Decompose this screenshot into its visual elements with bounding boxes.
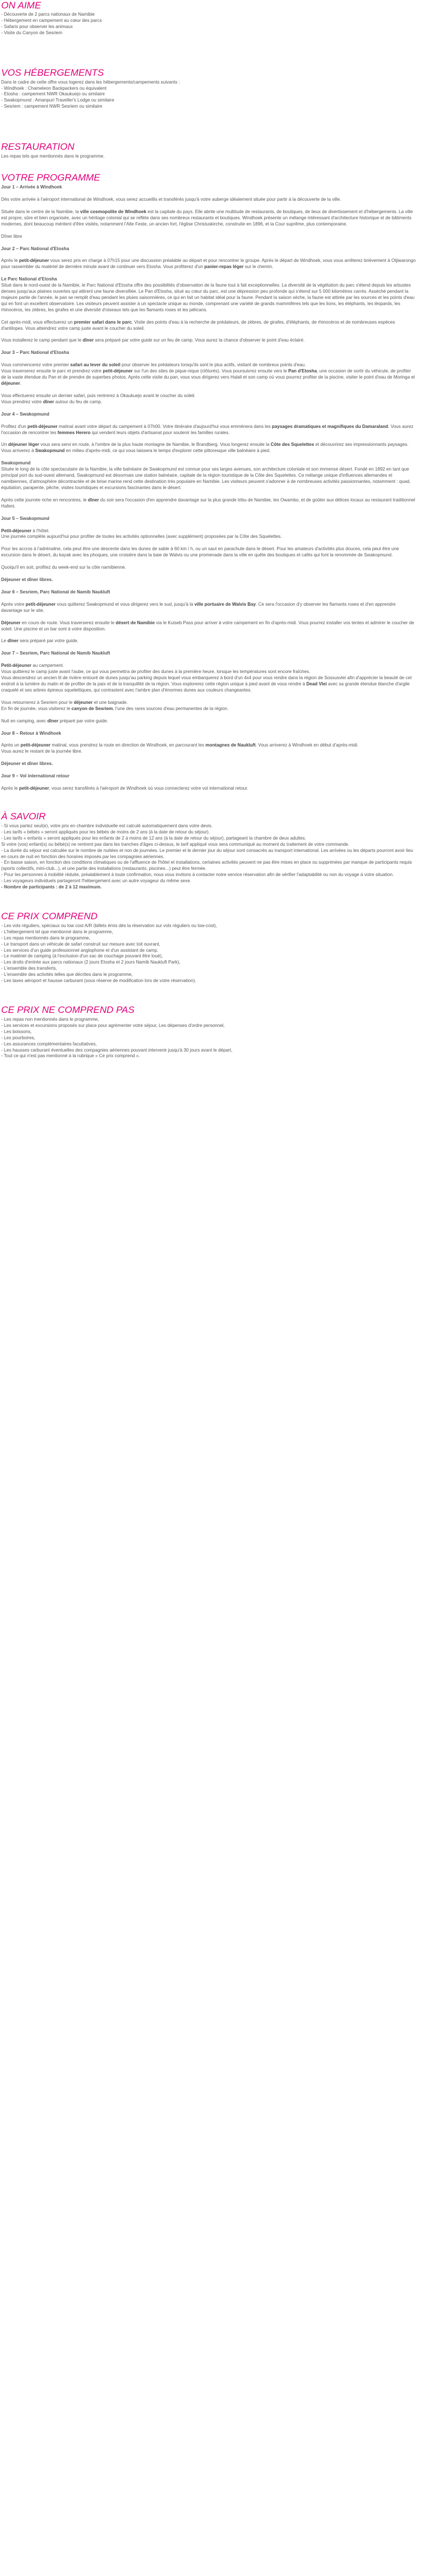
paragraph: Vous aurez le restant de la journée libre. [1,749,82,754]
list-item: - Les boissons, [1,1029,32,1034]
list-item: - Découverte de 2 parcs nationaux de Namibie [1,12,95,17]
list-item: - Sesriem : campement NWR Sesriem ou similaire [1,104,103,109]
paragraph: Quoiqu'il en soit, profitez du week-end sur la côte namibienne. [1,565,126,570]
paragraph: Cet après-midi, vous effectuerez un premier safari dans le parc. Visite des points d'eau à la recherche de prédateurs, de zèbres, de girafes, d'éléphants, de rhinocéros et de nombreuses espèces d'antilopes. Vous atteindrez votre camp juste avant le coucher du soleil. [1,319,395,331]
list-item: - Les assurances complémentaires facultatives, [1,1041,97,1047]
paragraph: Après votre petit-déjeuner vous quitterez Swakopmund et vous dirigerez vers le sud, jusqu'à la ville portuaire de Walvis Bay. Ce sera l'occasion d'y observer les flamants roses et d'en apprendre davantage sur le site. [1,601,396,613]
paragraph: Située le long de la côte spectaculaire de la Namibie, la ville balnéaire de Swakopmund est connue pour ses larges avenues, son architecture coloniale et son immense désert. Fondé en 1892 en tant que principal port du sud-ouest allemand, Swakopmund est désormais une station balnéaire, capitale de la région touristique de la Côte des Squelettes. Ce mélange unique d'influences allemandes et namibiennes, d'atmosphère décontractée et de brise marine rend cette destination très populaire en Namibie. Les visiteurs peuvent s'adonner à de nombreuses activités passionnantes, notamment : quad, équitation, parapente, pêche, visites touristiques et excursions fascinantes dans le désert. [1,467,411,490]
list-item: - Les services d'un guide professionnel anglophone et d'un assistant de camp, [1,947,159,953]
day-heading: Jour 5 – Swakopmund [1,515,49,521]
list-item: - Les repas non mentionnés dans le programme, [1,1017,99,1022]
day-heading: Jour 6 – Sesriem, Parc National de Namib Naukluft [1,589,110,595]
list-item: - Windhoek : Chameleon Backpackers ou équivalent [1,85,107,91]
list-item: - Les tarifs « bébés » seront appliqués pour les bébés de moins de 2 ans (à la date de retour du séjour). [1,829,210,835]
list-item: - Les vols réguliers, spéciaux ou low cost A/R (billets émis dès la réservation sur vols réguliers ou low-cost), [1,923,218,928]
paragraph: Profitez d'un petit-déjeuner matinal avant votre départ du campement à 07h00. Votre itinéraire d'aujourd'hui vous emmènera dans les paysages dramatiques et magnifiques du Damaraland. Vous aurez l'occasion de rencontrer les femmes Herero qui vendent leurs objets d'artisanat pour soutenir les familles rurales. [1,423,414,435]
section-savoir [1,811,416,891]
day-heading: Jour 4 – Swakopmund [1,411,49,417]
paragraph: Vous traverserez ensuite le parc et prendrez votre petit-déjeuner sur l'un des sites de pique-nique (clôturés). Vous poursuivrez ensuite vers le Pan d'Etosha, une occasion de sortir du véhicule, de profiter de la vaste étendue du Pan et de prendre de superbes photos. Après cette visite du pan, vous vous dirigerez vers Halali et son camp où vous pourrez profiter de la piscine, visiter le point d'eau de Moringa et déjeuner. [1,368,415,386]
paragraph: Vous commencerez votre premier safari au lever du soleil pour observer les prédateurs lorsqu'ils sont le plus actifs, visitant de nombreux points d'eau. [1,362,306,368]
prix-comprend-list [1,923,416,984]
list-item: - Le transport dans un véhicule de safari construit sur mesure avec toit ouvrant, [1,941,160,947]
day-heading: Jour 9 – Vol international retour [1,773,70,779]
prix-pas-list [1,1017,416,1059]
list-item: - Les tarifs « enfants » seront appliqués pour les enfants de 2 à moins de 12 ans (à la date de retour du séjour), partageant la chambre de deux adultes. [1,835,306,841]
aime-list [1,12,416,36]
list-item: - Les pourboires, [1,1035,35,1040]
section-aime [1,0,416,36]
paragraph: Situé dans le nord-ouest de la Namibie, le Parc National d'Etosha offre des possibilités d'observation de la faune tout à fait exceptionnelles. La diversité de la végétation du parc s'étend depuis les arbustes denses jusqu'aux plaines ouvertes qui attirent une faune diversifiée. Le Pan d'Etosha, situé au cœur du parc, est une dépression peu profonde qui s'étend sur 5 000 kilomètres carrés. Asséché pendant la majeure partie de l'année, le pan se remplit d'eau pendant les pluies saisonnières, ce qui en fait un habitat idéal pour la faune. Pendant la saison sèche, la faune est attirée par les sources et les points d'eau qui en font un excellent observatoire. Les visiteurs peuvent assister à un spectacle unique au monde, comprenant une variété de grands mammifères tels que les lions, les éléphants, les léopards, les rhinocéros, les zèbres, les girafes et une diversité d'oiseaux tels que les flamants roses et les pélicans. [1,283,415,312]
paragraph: Dès votre arrivée à l'aéroport international de Windhoek, vous serez accueillis et transférés jusqu'à votre auberge idéalement située pour partir à la découverte de la ville. [1,196,341,202]
section-restauration [1,141,416,160]
hebergements-list [1,86,416,110]
restauration-text: Les repas tels que mentionnés dans le programme. [1,154,105,159]
paragraph: Dîner libre [1,233,22,239]
section-title-savoir: À SAVOIR [1,810,46,822]
list-item: - Visite du Canyon de Sesriem [1,30,63,35]
list-item: - Les hausses carburant éventuelles des compagnies aériennes pouvant intervenir jusqu'à 30 jours avant le départ, [1,1047,233,1053]
list-item: - L'ensemble des activités telles que décrites dans le programme, [1,972,133,978]
subheading: Swakopmund [1,460,31,466]
paragraph: Pour les accros à l'adrénaline, cela peut être une descente dans les dunes de sable à 60 km / h, ou un saut en parachute dans le désert. Pour les amateurs d'activités plus douces, cela peut être une excursion dans le désert, du kayak avec les phoques, une croisière dans la baie de Walvis ou une promenade dans la ville en quête des boutiques et cafés qui font la renommée de Swakopmund. [1,546,399,558]
paragraph: Déjeuner et dîner libres. [1,577,53,583]
paragraph: Déjeuner en cours de route. Vous traverserez ensuite le désert de Namibie via le Kuiseb Pass pour arriver à votre campement en fin d'après-midi. Vous pourrez installer vos tentes et admirer le coucher de soleil. Une piscine et un bar sont à votre disposition. [1,620,414,632]
subheading: Le Parc National d'Etosha [1,277,57,282]
paragraph: Après le petit-déjeuner, vous serez transférés à l'aéroport de Windhoek où vous connecterez votre vol international retour. [1,786,248,791]
paragraph: Après le petit-déjeuner vous serez pris en charge à 07h15 pour une discussion préalable au départ et pour rencontrer le groupe. Après le départ de Windhoek, vous vous arrêterez brièvement à Otjiwarongo pour rassembler du matériel de dernière minute avant de continuer vers Etosha. Vous profiterez d'un panier-repas léger sur le chemin. [1,258,416,270]
section-title-restauration: RESTAURATION [1,141,75,153]
section-prix-comprend [1,911,416,984]
section-title-programme: VOTRE PROGRAMME [1,172,100,183]
day-heading: Jour 3 – Parc National d'Etosha [1,350,70,356]
paragraph: Nuit en camping, avec dîner préparé par votre guide. [1,718,108,724]
section-prix-pas [1,1004,416,1059]
section-hebergements [1,67,416,110]
paragraph: Vous prendrez votre dîner autour du feu de camp. [1,399,102,404]
savoir-list [1,823,416,891]
paragraph: Une journée complète aujourd'hui pour profiter de toutes les activités optionnelles (avec supplément) proposées par la Côte des Squelettes. [1,534,282,540]
paragraph: Un déjeuner léger vous sera servi en route, à l'ombre de la plus haute montagne de Namibie, le Brandberg. Vous longerez ensuite la Côte des Squelettes et découvrirez ses impressionnants paysages. Vous arriverez à Swakopmund en milieu d'après-midi, ce qui vous laissera le temps d'explorer cette pittoresque ville balnéaire à pied. [1,442,409,454]
paragraph: Après cette journée riche en rencontres, le dîner du soir sera l'occasion d'en apprendre davantage sur la plus grande tribu de Namibie, les Owambo, et de goûter aux délices locaux au restaurant traditionnel Hafeni. [1,497,415,509]
paragraph: Vous quitterez le camp juste avant l'aube, ce qui vous permettra de profiter des dunes à la première heure, lorsque les températures sont encore fraîches. [1,669,311,675]
section-title-hebergements: VOS HÉBERGEMENTS [1,67,104,78]
paragraph: Vous retournerez à Sesriem pour le déjeuner et une baignade. En fin de journée, vous visiterez le canyon de Sesriem, l'une des rares sources d'eau permanentes de la région. [1,699,229,711]
list-item: - Safaris pour observer les animaux [1,24,73,29]
list-item: - Hébergement en campement au cœur des parcs [1,17,102,23]
list-item: Si votre (vos) enfant(s) ou bébé(s) ne rentrent pas dans les tranches d'âges ci-dessus, le tarif appliqué vous sera communiqué au moment du traitement de votre commande. [1,841,350,847]
list-item: - Etosha : campement NWR Okaukuejo ou similaire [1,91,105,97]
paragraph: Vous installerez le camp pendant que le dîner sera préparé par votre guide sur un feu de camp. Vous aurez la chance d'observer le point d'eau éclairé. [1,338,305,343]
document [0,0,416,1059]
section-programme [1,172,416,792]
section-title-prix-pas: CE PRIX NE COMPREND PAS [1,1004,135,1015]
list-item: - Nombre de participants : de 2 à 12 maximum. [1,884,102,890]
list-item: - Swakopmund : Amanpuri Traveller's Lodge ou similaire [1,98,114,103]
section-title-prix-comprend: CE PRIX COMPREND [1,910,98,921]
paragraph: Vous descendrez un ancien lit de rivière entouré de dunes jusqu'au parking depuis lequel vous embarquerez à bord d'un 4x4 pour vous rendre dans la région de Sossusvlei afin d'apprécier la beauté de cet endroit à la lumière du matin et de profiter de la paix et de la tranquillité de la région. Vous explorerez cette région unique à pied avant de vous rendre à Dead Vlei avec sa grande étendue blanche d'argile craquelé et ses arbres épineux squelettiques, qui contrastent avec l'ambre plan d'énormes dunes aux couleurs changeantes. [1,675,412,693]
paragraph: Située dans le centre de la Namibie, la ville cosmopolite de Windhoek est la capitale du pays. Elle abrite une multitude de restaurants, de boutiques, de lieux de divertissement et d'hébergements. La ville est propre, sûre et bien organisée, avec un héritage colonial qui se reflète dans ses nombreux restaurants et boutiques. Windhoek présente un mélange intéressant d'architecture historique et de bâtiments modernes, dont beaucoup méritent d'être visités, notamment l'Alte Feste, un ancien fort, l'église Christuskirche, construite en 1896, et la Cour suprême, plus contemporaine. [1,209,413,227]
list-item: - L'hébergement tel que mentionné dans le programme, [1,929,113,934]
hebergements-intro: Dans le cadre de cette offre vous logerez dans les hébergements/campements suivants : [1,79,180,85]
list-item: - Les repas mentionnés dans le programme, [1,935,90,941]
paragraph: Après un petit-déjeuner matinal, vous prendrez la route en direction de Windhoek, en parcourant les montagnes de Naukluft. Vous arriverez à Windhoek en début d'après-midi. [1,743,359,748]
paragraph: Le dîner sera préparé par votre guide. [1,638,78,644]
day-heading: Jour 1 – Arrivée à Windhoek [1,185,62,190]
list-item: - Tout ce qui n'est pas mentionné à la rubrique « Ce prix comprend ». [1,1053,140,1059]
list-item: - En basse saison, en fonction des conditions climatiques ou de l'affluence de l'hôtel et installations, certaines activités peuvent ne pas être mises en place ou supprimées par manque de participants requis (sports collectifs, mini-club...), et une partie des installations (restaurants, piscines...) peut être fermée. [1,860,412,872]
day-heading: Jour 2 – Parc National d'Etosha [1,246,70,251]
list-item: - La durée du séjour est calculée sur le nombre de nuitées et non de journées. Le premier et le dernier jour du séjour sont consacrés au transport international. Les arrivées ou les départs pourront avoir lieu en cours de nuit en fonction des horaires imposés par les compagnies aériennes. [1,847,413,859]
list-item: - Les droits d'entrée aux parcs nationaux (2 jours Etosha et 2 jours Namib Naukluft Park), [1,960,181,965]
list-item: - Les taxes aéroport et hausse carburant (sous réserve de modification lors de votre réservation). [1,978,196,984]
list-item: - Les services et excursions proposés sur place pour agrémenter votre séjour, Les dépenses d'ordre personnel, [1,1022,225,1028]
day-heading: Jour 7 – Sesriem, Parc National de Namib Naukluft [1,651,110,656]
list-item: - Le matériel de camping (à l'exclusion d'un sac de couchage pouvant être loué), [1,953,163,959]
list-item: - Si vous partez seul(e), votre prix en chambre individuelle est calculé automatiquement dans votre devis. [1,823,212,828]
list-item: - Les voyageurs individuels partageront l'hébergement avec un autre voyageur du même sexe. [1,878,191,884]
day-heading: Jour 8 – Retour à Windhoek [1,730,61,736]
paragraph: Petit-déjeuner au campement. [1,663,64,669]
list-item: - L'ensemble des transferts, [1,966,57,971]
paragraph: Petit-déjeuner à l'hôtel. [1,528,50,533]
list-item: - Pour les personnes à mobilité réduite, préalablement à toute confirmation, nous vous invitons à contacter notre service réservation afin de vérifier l'adaptabilité ou non du voyage à votre situation. [1,872,394,878]
paragraph: Vous effectuerez ensuite un dernier safari, puis rentrerez à Okaukuejo avant le coucher du soleil. [1,393,196,398]
section-title-aime: ON AIME [1,0,41,11]
paragraph: Déjeuner et dîner libres. [1,761,53,767]
